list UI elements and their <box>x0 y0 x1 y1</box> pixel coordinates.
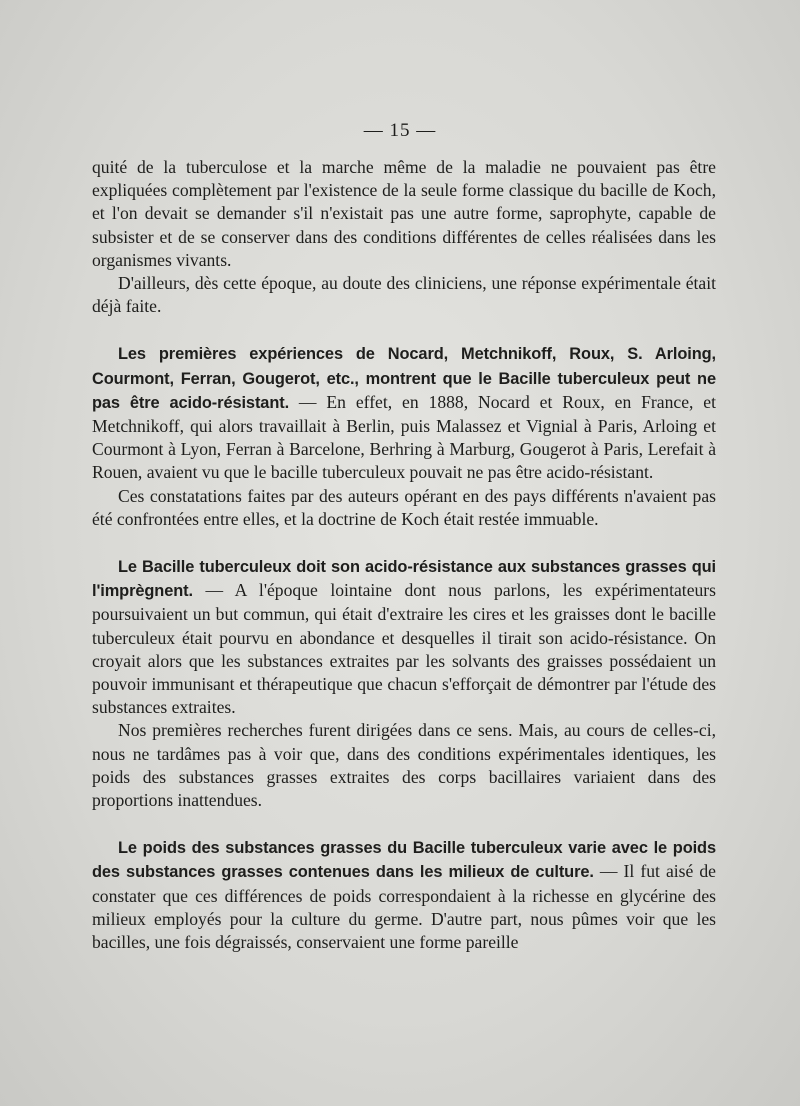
paragraph: D'ailleurs, dès cette époque, au doute des cliniciens, une réponse expérimentale était déjà faite. <box>92 273 716 317</box>
section-text: — A l'époque lointaine dont nous parlons, les expérimentateurs poursuivaient un but commun, qui était d'extraire les cires et les graisses dont le bacille tuberculeux était pourvu en abondance et desquelles il tirait son acido-résistance. On croyait alors que les substances extraites par les solvants des graisses possédaient un pouvoir immunisant et thérapeutique que chacun s'efforçait de démontrer par l'étude des substances extraites. <box>92 580 716 718</box>
section-text: — En effet, en 1888, Nocard et Roux, en France, et Metchnikoff, qui alors travaillait à Berlin, puis Malassez et Vignial à Paris, Arloing et Courmont à Lyon, Ferran à Barcelone, Berhring à Marburg, Gougerot à Paris, Lerefait à Rouen, avaient vu que le bacille tuberculeux pouvait ne pas être acido-résistant. <box>92 391 716 483</box>
paragraph: Nos premières recherches furent dirigées dans ce sens. Mais, au cours de celles-ci, nous ne tardâmes pas à voir que, dans des conditions expérimentales identiques, les poids des substances grasses extraites des corps bacillaires variaient dans des proportions inattendues. <box>92 720 716 811</box>
paragraph-continuation: quité de la tuberculose et la marche même de la maladie ne pouvaient pas être expliquées complètement par l'existence de la seule forme classique du bacille de Koch, et l'on devait se demander s'il n'existait pas une autre forme, saprophyte, capable de subsister et de se conserver dans des conditions différentes de celles réalisées dans les organismes vivants. <box>92 157 716 270</box>
section-paragraph <box>92 342 716 484</box>
body-text <box>92 156 716 954</box>
paragraph: Ces constatations faites par des auteurs opérant en des pays différents n'avaient pas été confrontées entre elles, et la doctrine de Koch était restée immuable. <box>92 485 716 529</box>
section-paragraph <box>92 836 716 954</box>
page-number: — 15 — <box>363 120 437 141</box>
section-text: — Il fut aisé de constater que ces différences de poids correspondaient à la richesse en glycérine des milieux employés pour la culture du germe. D'autre part, nous pûmes voir que les bacilles, une fois dégraissés, conservaient une forme pareille <box>92 861 716 953</box>
section-title: Le Bacille tuberculeux doit son acido-résistance aux substances grasses qui l'imprègnent. <box>92 558 716 601</box>
section-paragraph <box>92 555 716 719</box>
section-title: Les premières expériences de Nocard, Metchnikoff, Roux, S. Arloing, Courmont, Ferran, Gougerot, etc., montrent que le Bacille tuberculeux peut ne pas être acido-résistant. <box>92 345 716 412</box>
section-title: Le poids des substances grasses du Bacille tuberculeux varie avec le poids des substances grasses contenues dans les milieux de culture. <box>92 839 716 882</box>
